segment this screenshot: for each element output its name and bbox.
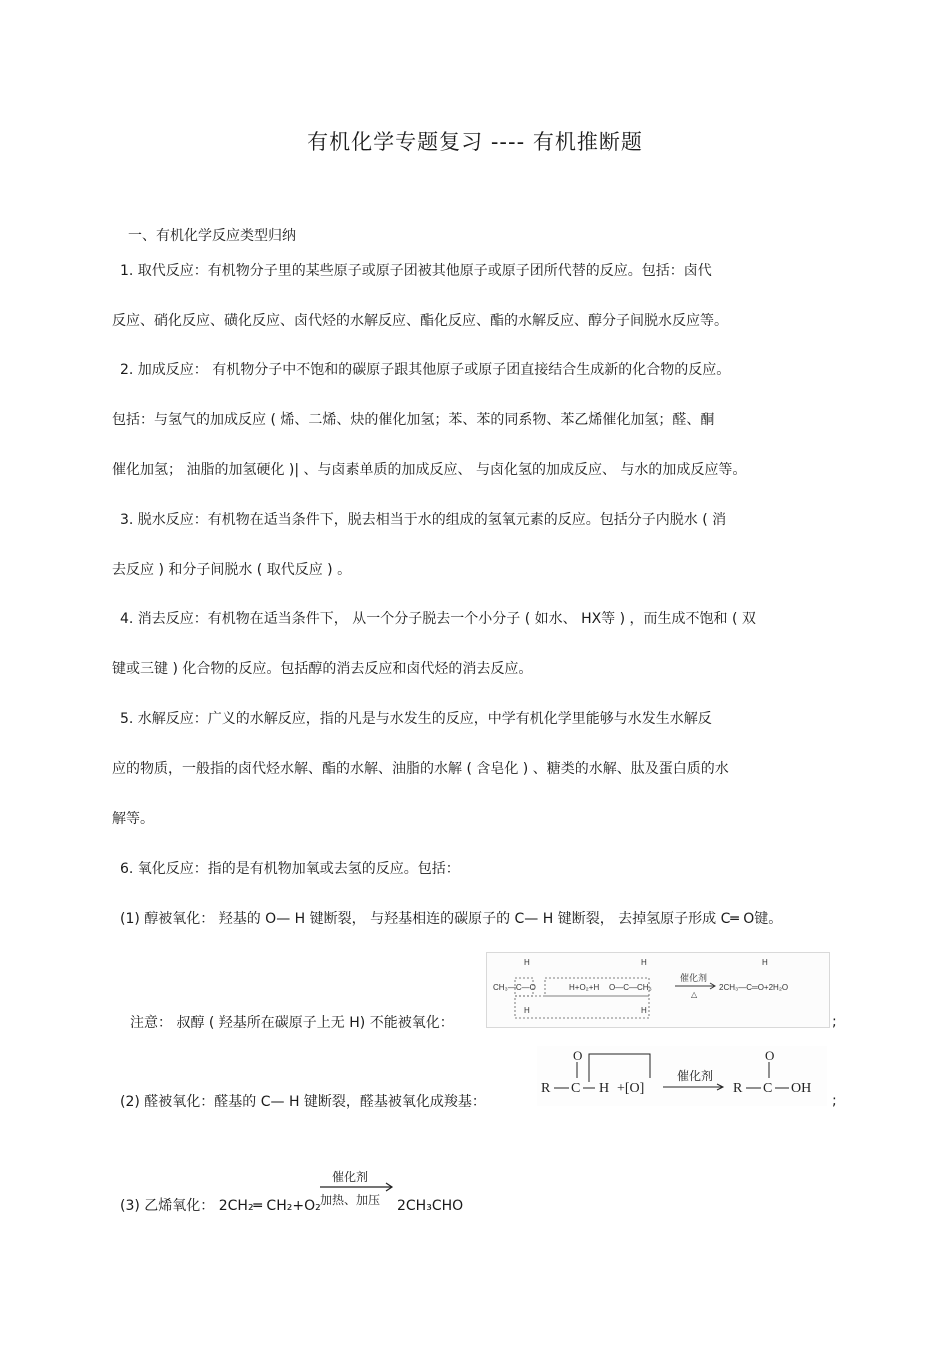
formula2-oh: OH	[791, 1081, 812, 1096]
paragraph-line: 反应、硝化反应、磺化反应、卤代烃的水解反应、酯化反应、酯的水解反应、醇分子间脱水反应等。	[112, 313, 728, 329]
section-heading: 一、有机化学反应类型归纳	[128, 228, 296, 244]
formula2-r: R	[541, 1081, 551, 1096]
formula1-h-top: H	[524, 958, 530, 967]
formula3-catalyst: 催化剂	[332, 1170, 369, 1184]
paragraph-line: (3) 乙烯氧化： 2CH₂═ CH₂+O₂	[120, 1198, 321, 1214]
paragraph-line: 3. 脱水反应：有机物在适当条件下，脱去相当于水的组成的氢氧元素的反应。包括分子内脱水 ( 消	[120, 512, 727, 528]
formula2-product-r: R	[733, 1081, 743, 1096]
formula1-h-bottom: H	[524, 1006, 530, 1015]
paragraph-line: (1) 醇被氧化： 羟基的 O— H 键断裂， 与羟基相连的碳原子的 C— H 键断裂， 去掉氢原子形成 C═ O键。	[120, 911, 783, 927]
formula1-h-top3: H	[762, 958, 768, 967]
formula2-c: C	[571, 1081, 581, 1096]
paragraph-line: 6. 氧化反应：指的是有机物加氧或去氢的反应。包括：	[120, 861, 460, 877]
formula2-h: H	[599, 1081, 610, 1096]
note-line: 注意： 叔醇 ( 羟基所在碳原子上无 H) 不能被氧化：	[130, 1015, 454, 1031]
formula1-right: 2CH₃—C═O+2H₂O	[719, 983, 789, 992]
formula2-plus-o: +[O]	[617, 1081, 645, 1096]
formula1-left: CH₃—C—O	[493, 983, 536, 992]
alcohol-oxidation-formula	[486, 952, 830, 1028]
formula1-mid1: H+O₂+H	[569, 983, 600, 992]
formula2-o-top: O	[573, 1048, 583, 1063]
paragraph-line: 2. 加成反应： 有机物分子中不饱和的碳原子跟其他原子或原子团直接结合生成新的化合物的反应。	[120, 362, 731, 378]
paragraph-line: (2) 醛被氧化：醛基的 C— H 键断裂，醛基被氧化成羧基：	[120, 1094, 486, 1110]
formula3-product: 2CH₃CHO	[397, 1198, 464, 1214]
dashed-box	[515, 996, 649, 1018]
semicolon: ;	[832, 1014, 837, 1030]
paragraph-line: 解等。	[112, 811, 154, 827]
ethylene-oxidation-arrow	[318, 1168, 396, 1212]
formula1-catalyst: 催化剂	[680, 974, 708, 984]
paragraph-line: 5. 水解反应：广义的水解反应，指的凡是与水发生的反应，中学有机化学里能够与水发生水解反	[120, 711, 712, 727]
formula1-heat: △	[691, 990, 698, 999]
paragraph-line: 4. 消去反应：有机物在适当条件下， 从一个分子脱去一个小分子 ( 如水、 HX等 ) ，而生成不饱和 ( 双	[120, 611, 756, 627]
page-title: 有机化学专题复习 ---- 有机推断题	[307, 130, 643, 154]
paragraph-line: 1. 取代反应：有机物分子里的某些原子或原子团被其他原子或原子团所代替的反应。包括：卤代	[120, 263, 712, 279]
formula2-product-c: C	[763, 1081, 773, 1096]
paragraph-line: 包括：与氢气的加成反应 ( 烯、二烯、炔的催化加氢；苯、苯的同系物、苯乙烯催化加氢；醛、酮	[112, 412, 715, 428]
semicolon: ;	[832, 1093, 837, 1109]
formula3-condition: 加热、加压	[320, 1193, 381, 1207]
paragraph-line: 键或三键 ) 化合物的反应。包括醇的消去反应和卤代烃的消去反应。	[112, 661, 533, 677]
formula1-h-bottom2: H	[641, 1006, 647, 1015]
paragraph-line: 去反应 ) 和分子间脱水 ( 取代反应 ) 。	[112, 562, 352, 578]
paragraph-line: 应的物质，一般指的卤代烃水解、酯的水解、油脂的水解 ( 含皂化 ) 、糖类的水解、肽及蛋白质的水	[112, 761, 729, 777]
formula1-h-top2: H	[641, 958, 647, 967]
formula1-mid2: O—C—CH₃	[609, 983, 652, 992]
aldehyde-oxidation-formula	[537, 1046, 827, 1106]
formula2-o-product: O	[765, 1048, 775, 1063]
paragraph-line: 催化加氢； 油脂的加氢硬化 )| 、与卤素单质的加成反应、 与卤化氢的加成反应、 与水的加成反应等。	[112, 462, 747, 478]
formula2-catalyst: 催化剂	[677, 1069, 714, 1083]
